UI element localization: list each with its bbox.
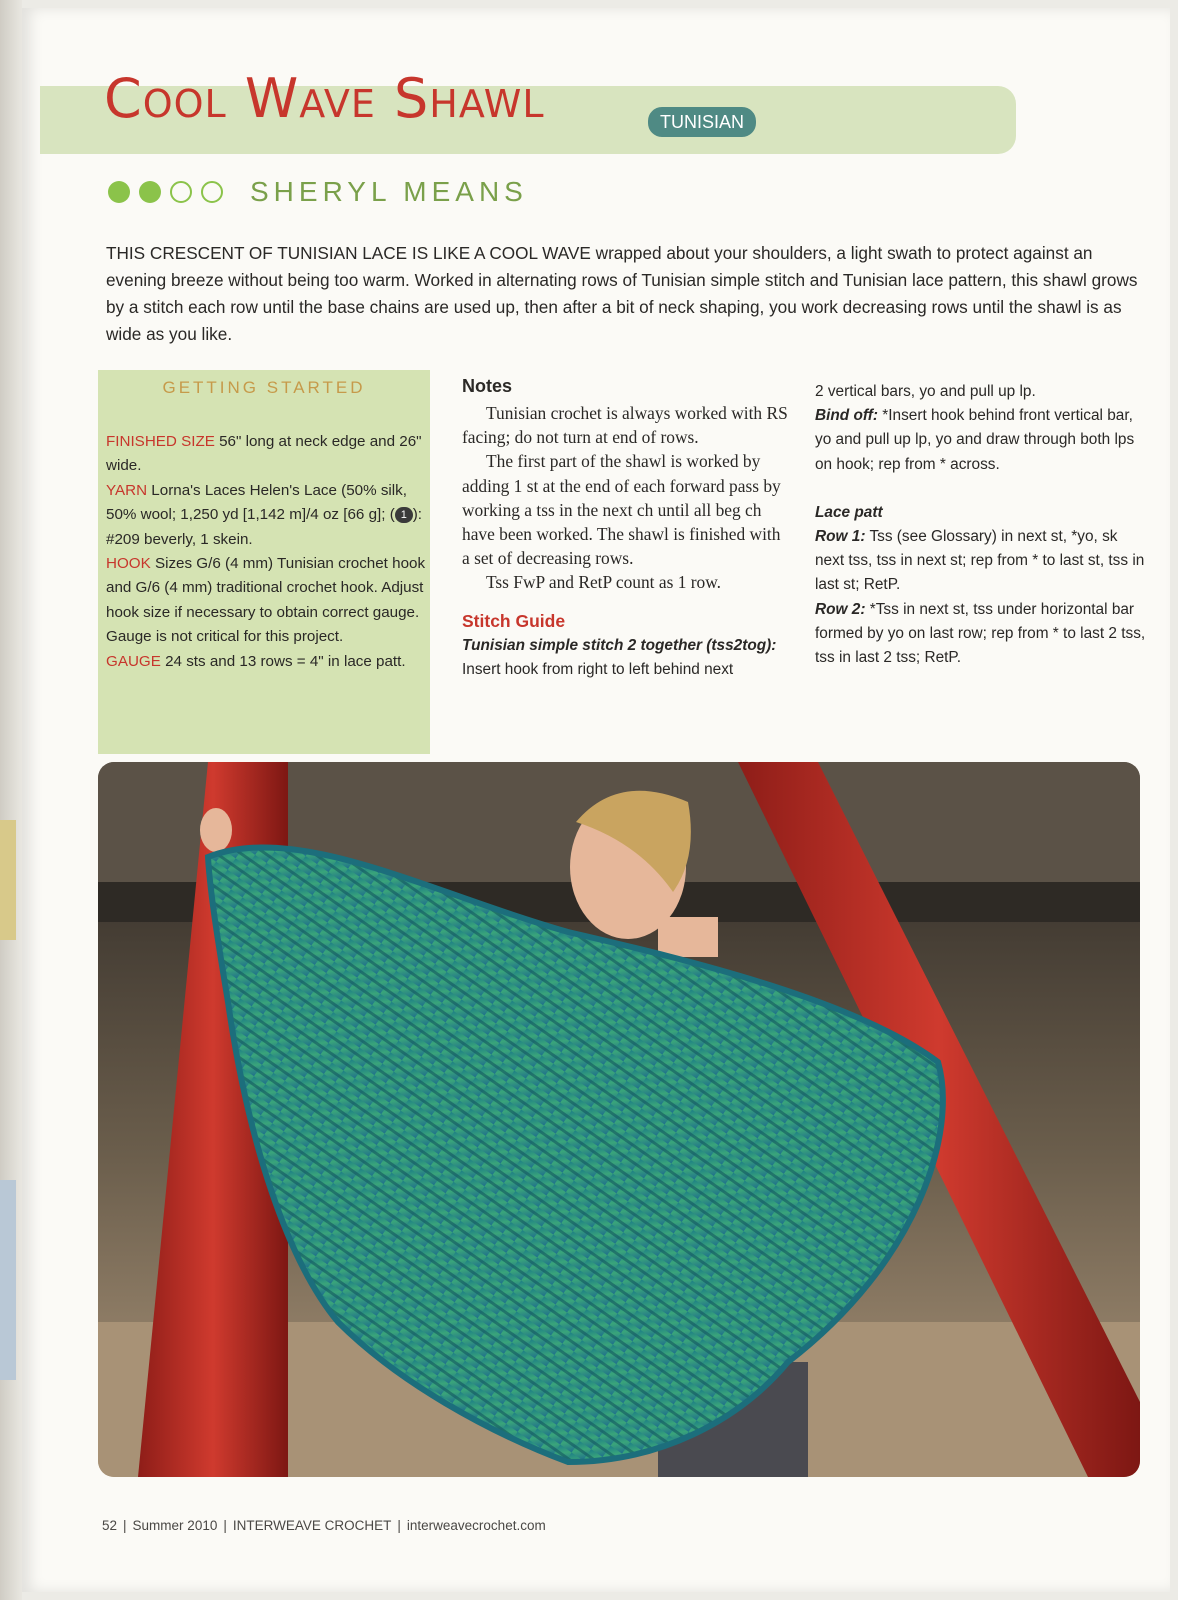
tss2tog-text: Insert hook from right to left behind next (462, 660, 734, 678)
yarn-weight-icon: 1 (395, 507, 413, 523)
spine-strip (0, 1180, 16, 1380)
page-spine (0, 0, 22, 1600)
skill-dot-filled (108, 181, 130, 203)
shawl-photo-illustration (98, 762, 1140, 1477)
hook-value: Sizes G/6 (4 mm) Tunisian crochet hook and G/6 (4 mm) traditional crochet hook. Adjust hook size if necessary to obtain correct gauge. Gauge is not critical for this project. (106, 555, 426, 646)
spine-strip (0, 820, 16, 940)
yarn-label: YARN (106, 481, 148, 499)
notes-paragraph: The first part of the shawl is worked by adding 1 st at the end of each forward pass by working a tss in the next ch until all beg ch have been worked. The shawl is finished with a set of decreasing rows. (462, 451, 781, 569)
finished-size-value: 56" long at neck edge and 26" wide. (106, 433, 422, 475)
page-footer: 52 | Summer 2010 | INTERWEAVE CROCHET | interweavecrochet.com (102, 1518, 546, 1533)
intro-lead: THIS CRESCENT OF TUNISIAN LACE IS LIKE A COOL WAVE (106, 243, 591, 263)
row-2-instruction (815, 598, 1149, 671)
shawl-photo (98, 762, 1140, 1477)
row-1-instruction (815, 525, 1149, 598)
bind-off-text: *Insert hook behind front vertical bar, yo and pull up lp, yo and draw through both lps on hook; rep from * across. (815, 407, 1135, 473)
finished-size-label: FINISHED SIZE (106, 433, 215, 450)
tss2tog-instruction (462, 634, 788, 682)
getting-started-heading: GETTING STARTED (162, 378, 366, 397)
website: interweavecrochet.com (406, 1518, 546, 1533)
byline (108, 176, 528, 208)
yarn-color: ): #209 beverly, 1 skein. (106, 506, 423, 548)
intro-text: wrapped about your shoulders, a light swath to protect against an evening breeze without being too warm. Worked in alternating rows of Tunisian simple stitch and Tunisian lace pattern, this shawl grows by a stitch each row until the base chains are used up, then after a bit of neck shaping, you work decreasing rows until the shawl is as wide as you like. (106, 243, 1138, 344)
bind-off-label: Bind off: (815, 407, 878, 425)
magazine-name: INTERWEAVE CROCHET (232, 1518, 392, 1533)
gauge-label: GAUGE (106, 652, 161, 670)
stitch-guide-heading: Stitch Guide (462, 610, 566, 631)
getting-started-body: FINISHED SIZE 56" long at neck edge and 26" wide. YARN Lorna's Laces Helen's Lace (50% silk, 50% wool; 1,250 yd [1,142 m]/4 oz [66 g]; ( 1 ): #209 beverly, 1 skein. HOOK Sizes G/6 (4 mm) Tunisian crochet hook and G/6 (4 mm) traditional crochet hook. Adjust hook size if necessary to obtain correct gauge. Gauge is not critical for this project. GAUGE 24 sts and 13 rows = 4" in lace patt. (106, 433, 426, 670)
lace-patt-heading: Lace patt (815, 503, 883, 521)
author-name: SHERYL MEANS (250, 176, 528, 207)
hook-label: HOOK (106, 555, 151, 573)
notes-heading: Notes (462, 376, 513, 396)
issue-name: Summer 2010 (132, 1518, 218, 1533)
page-title: Cool Wave Shawl (104, 67, 545, 130)
row-1-text: Tss (see Glossary) in next st, *yo, sk next tss, tss in next st; rep from * to last st, tss in last st; RetP. (815, 528, 1145, 594)
intro-paragraph (106, 240, 1154, 348)
skill-dot-empty (201, 181, 223, 203)
model-hand (200, 808, 232, 852)
tss2tog-label: Tunisian simple stitch 2 together (tss2tog): (462, 636, 777, 654)
yarn-value: Lorna's Laces Helen's Lace (50% silk, 50% wool; 1,250 yd [1,142 m]/4 oz [66 g]; (106, 481, 407, 524)
notes-column (462, 376, 788, 682)
gauge-value: 24 sts and 13 rows = 4" in lace patt. (160, 652, 406, 670)
notes-paragraph: Tunisian crochet is always worked with RS facing; do not turn at end of rows. (462, 403, 788, 448)
pattern-column (815, 380, 1149, 670)
row-2-text: *Tss in next st, tss under horizontal bar formed by yo on last row; rep from * to last 2 tss, tss in last 2 tss; RetP. (815, 600, 1146, 667)
notes-paragraph: Tss FwP and RetP count as 1 row. (486, 572, 722, 593)
tss2tog-continued: 2 vertical bars, yo and pull up lp. (815, 383, 1036, 400)
technique-badge: TUNISIAN (646, 105, 758, 139)
page-number: 52 (102, 1518, 118, 1533)
row-2-label: Row 2: (815, 600, 866, 618)
skill-dot-filled (139, 181, 161, 203)
skill-dot-empty (170, 181, 192, 203)
bind-off-instruction (815, 404, 1149, 477)
row-1-label: Row 1: (815, 528, 866, 546)
